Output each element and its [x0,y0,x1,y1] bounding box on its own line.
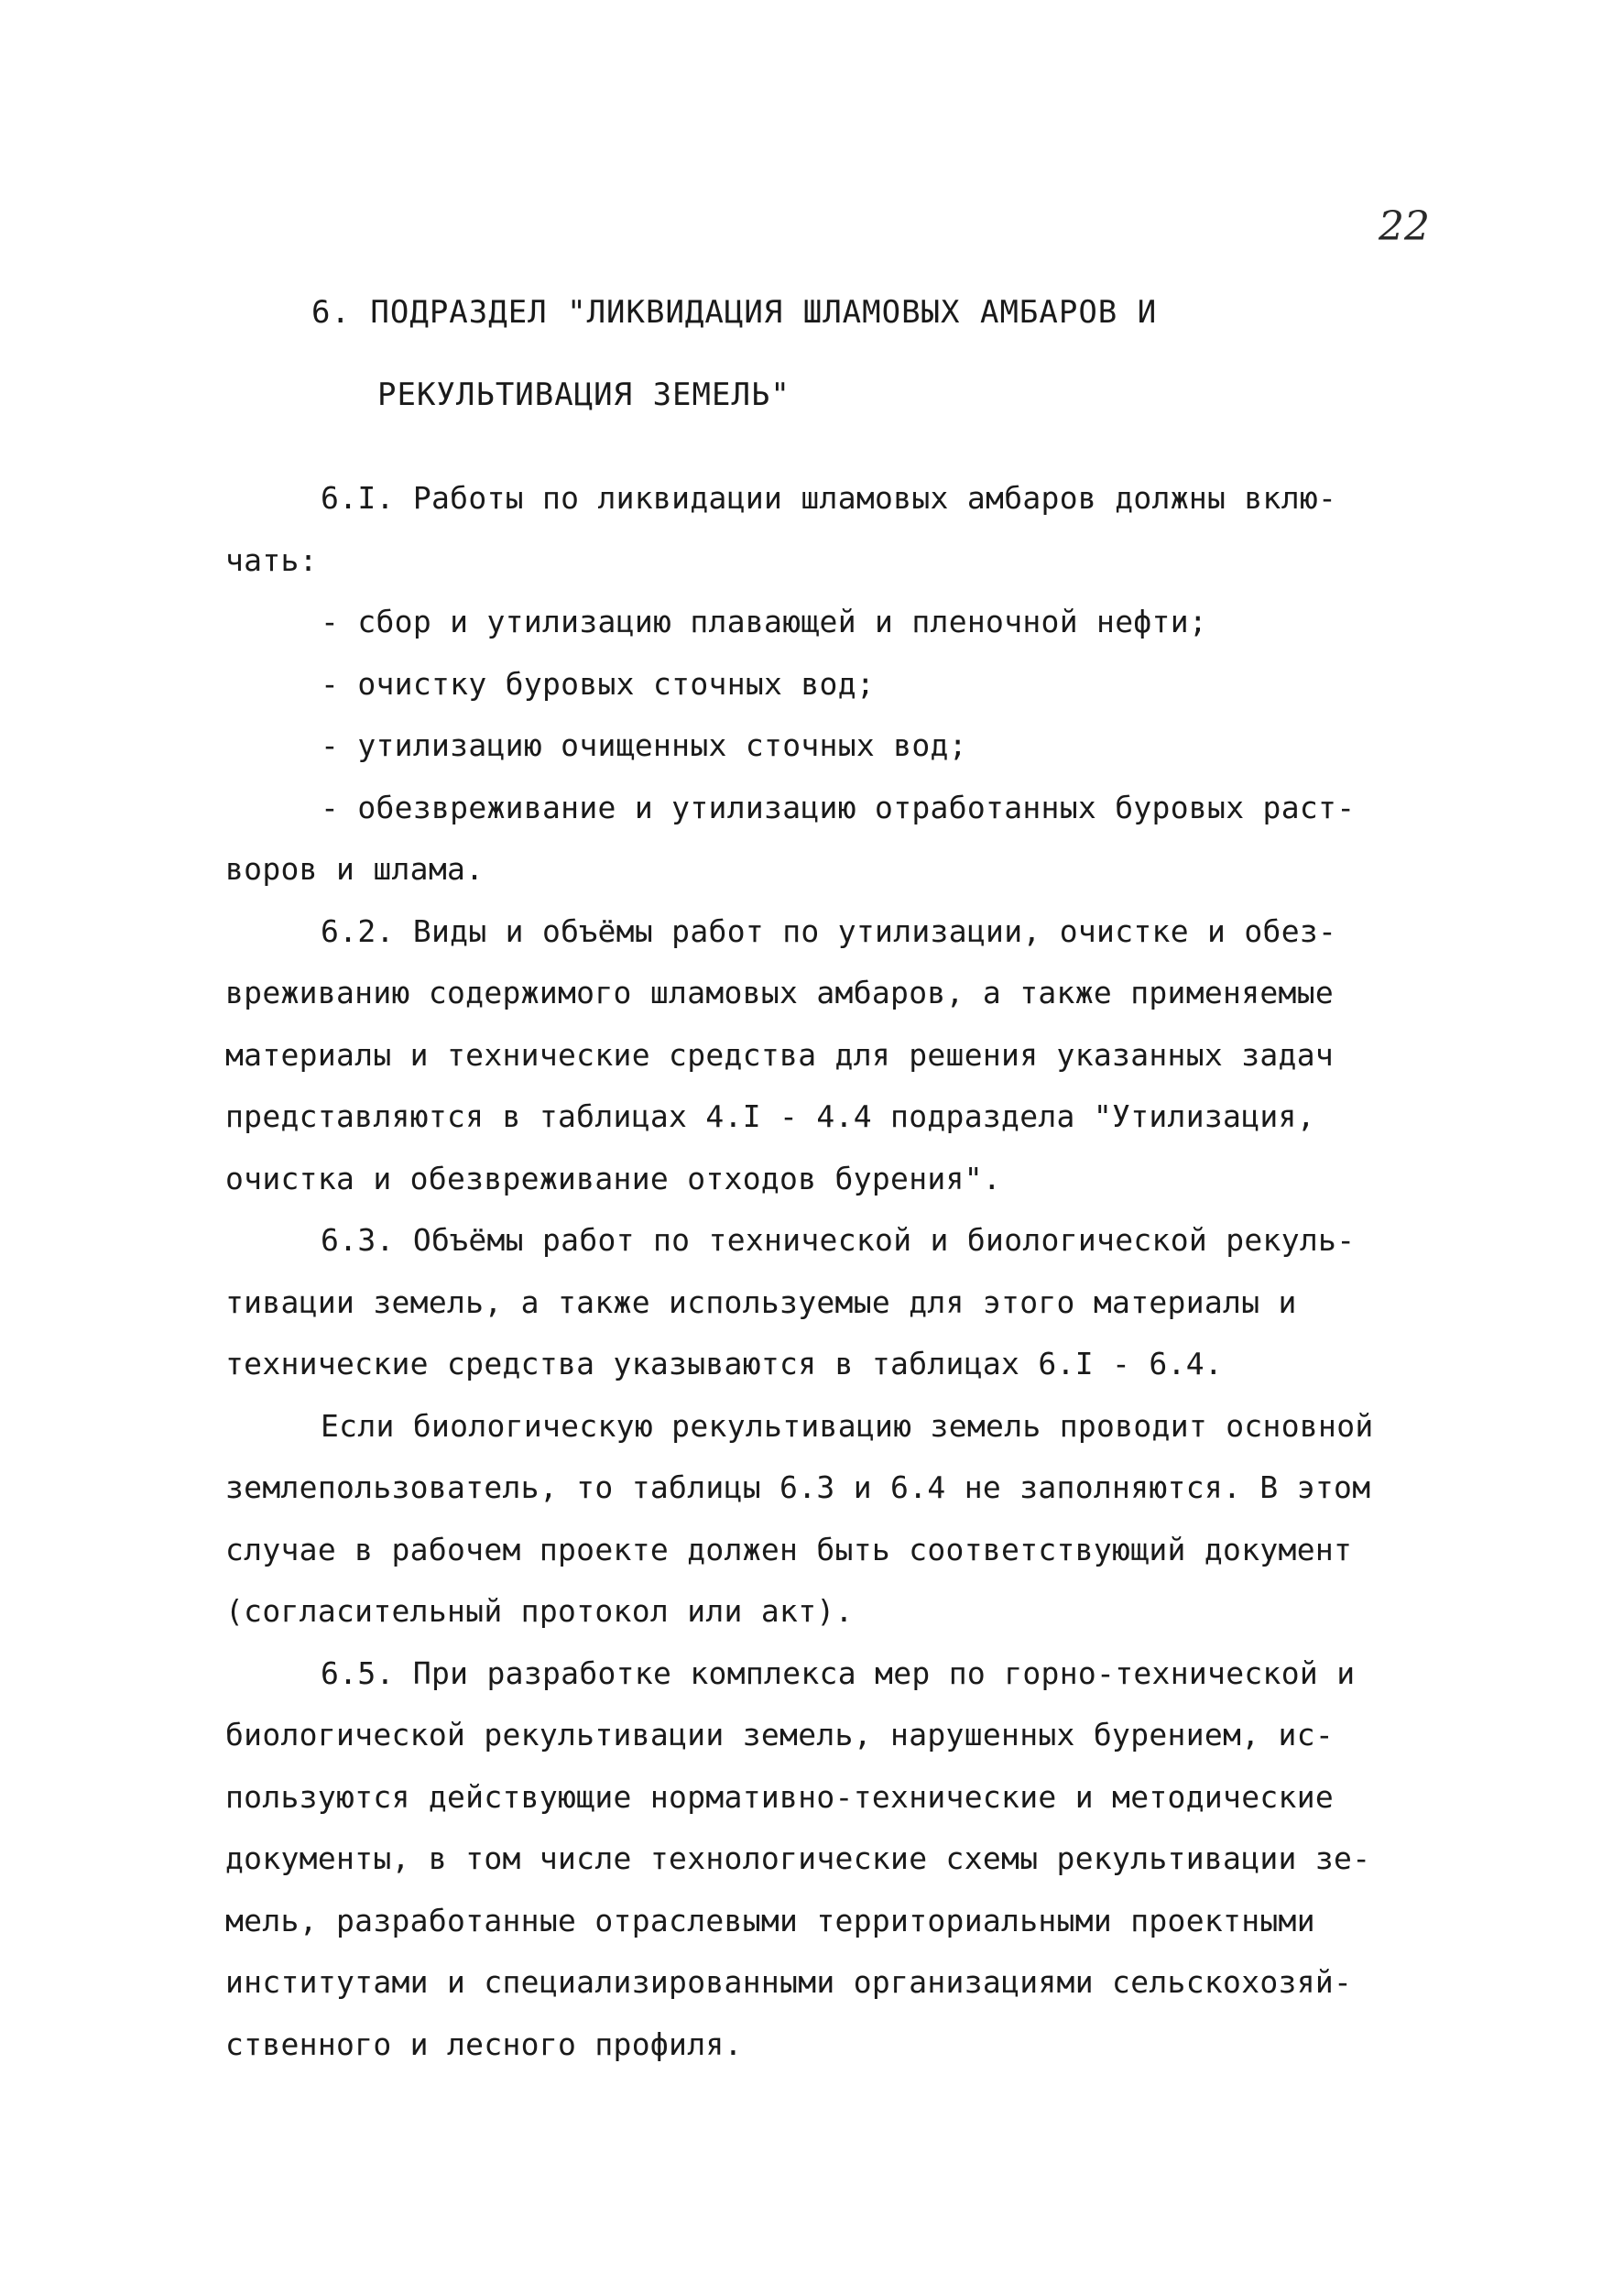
text-line: 6.2. Виды и объёмы работ по утилизации, очистке и обез- [321,912,1337,949]
body-text [225,467,1444,2075]
text-line: мель, разработанные отраслевыми территориальными проектными [225,1902,1315,1938]
list-item [225,777,1444,901]
paragraph-6-1 [225,467,1444,591]
text-line: 6.5. При разработке комплекса мер по горно-технической и [321,1654,1356,1691]
paragraph-6-3 [225,1209,1444,1395]
list-item [225,591,1444,653]
text-line: ственного и лесного профиля. [225,2025,743,2062]
text-line: 6.3. Объёмы работ по технической и биологической рекуль- [321,1222,1356,1258]
text-line: Если биологическую рекультивацию земель проводит основной [321,1407,1374,1444]
text-line: представляются в таблицах 4.I - 4.4 подраздела "Утилизация, [225,1098,1315,1134]
list-item [225,653,1444,715]
text-line: вреживанию содержимого шламовых амбаров, а также применяемые [225,975,1335,1010]
text-line: очистка и обезвреживание отходов бурения". [225,1160,1002,1196]
text-line: материалы и технические средства для решения указанных задач [225,1036,1335,1073]
text-line: чать: [225,541,318,578]
text-line: документы, в том числе технологические схемы рекультивации зе- [225,1840,1371,1876]
paragraph-6-2 [225,901,1444,1210]
text-line: 6.I. Работы по ликвидации шламовых амбаров должны вклю- [321,480,1337,516]
paragraph-6-4 [225,1395,1444,1643]
text-line: воров и шлама. [225,851,485,887]
paragraph-6-5 [225,1643,1444,2076]
text-line: - утилизацию очищенных сточных вод; [321,727,967,763]
text-line: тивации земель, а также используемые для этого материалы и [225,1283,1297,1320]
text-line: случае в рабочем проекте должен быть соответствующий документ [225,1531,1353,1567]
title-line-1: 6. ПОДРАЗДЕЛ "ЛИКВИДАЦИЯ ШЛАМОВЫХ АМБАРОВ И [311,294,1158,331]
text-line: биологической рекультивации земель, нарушенных бурением, ис- [225,1717,1335,1753]
text-line: землепользователь, то таблицы 6.3 и 6.4 не заполняются. В этом [225,1469,1371,1505]
text-line: технические средства указываются в таблицах 6.I - 6.4. [225,1346,1224,1381]
text-line: (согласительный протокол или акт). [225,1593,854,1629]
text-line: - очистку буровых сточных вод; [321,665,876,702]
page-number: 22 [1379,203,1430,250]
text-line: - обезвреживание и утилизацию отработанных буровых раст- [321,789,1356,825]
list-item [225,715,1444,777]
text-line: пользуются действующие нормативно-технические и методические [225,1778,1335,1815]
text-line: институтами и специализированными организациями сельскохозяй- [225,1964,1353,2000]
text-line: - сбор и утилизацию плавающей и пленочной нефти; [321,604,1208,639]
section-title [311,271,1502,436]
title-line-2: РЕКУЛЬТИВАЦИЯ ЗЕМЕЛЬ" [377,377,790,413]
